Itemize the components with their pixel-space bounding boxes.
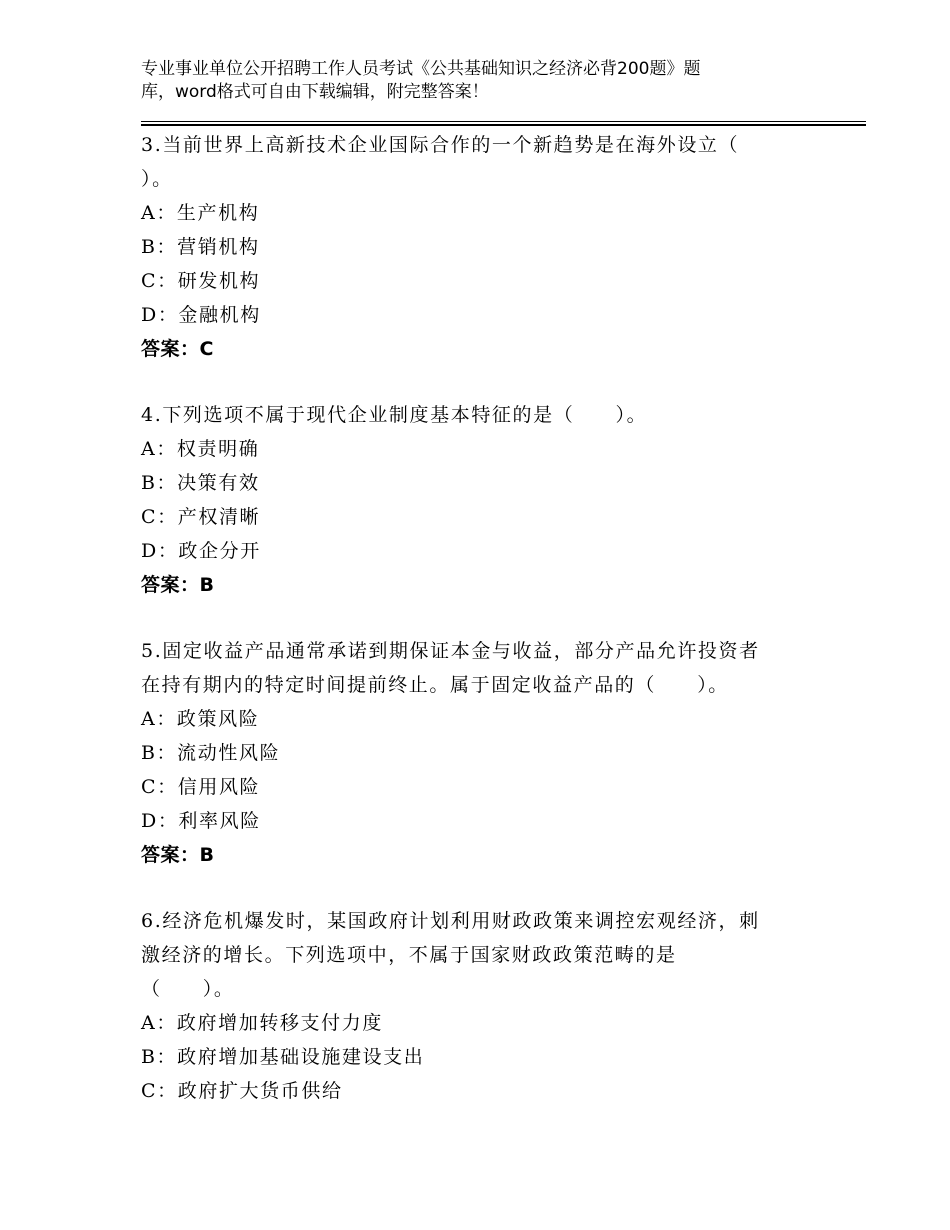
- question-stem-line: 4.下列选项不属于现代企业制度基本特征的是（ ）。: [141, 404, 648, 426]
- question-block: [141, 398, 841, 602]
- answer-option: B：流动性风险: [141, 742, 281, 764]
- question-block: [141, 128, 841, 366]
- header-divider-thin: [141, 121, 866, 122]
- answer-key: 答案：B: [141, 844, 215, 866]
- answer-option: D：金融机构: [141, 304, 261, 326]
- answer-option: B：营销机构: [141, 236, 260, 258]
- header-title-line-1: 专业事业单位公开招聘工作人员考试《公共基础知识之经济必背200题》题: [141, 59, 701, 79]
- question-block: [141, 634, 841, 872]
- question-stem-line: ）。: [141, 168, 173, 190]
- question-stem-line: 5.固定收益产品通常承诺到期保证本金与收益，部分产品允许投资者: [141, 640, 760, 662]
- document-header: [141, 58, 781, 104]
- header-title-line-2: 库，word格式可自由下载编辑，附完整答案！: [141, 82, 489, 102]
- answer-option: A：政策风险: [141, 708, 260, 730]
- answer-key: 答案：C: [141, 338, 214, 360]
- header-divider-thick: [141, 124, 866, 126]
- answer-option: C：信用风险: [141, 776, 261, 798]
- answer-option: C：政府扩大货币供给: [141, 1080, 343, 1102]
- answer-option: C：产权清晰: [141, 506, 261, 528]
- question-stem-line: 3.当前世界上高新技术企业国际合作的一个新趋势是在海外设立（: [141, 134, 740, 156]
- answer-option: D：政企分开: [141, 540, 261, 562]
- answer-option: D：利率风险: [141, 810, 261, 832]
- question-stem-line: 激经济的增长。下列选项中，不属于国家财政政策范畴的是: [141, 944, 677, 966]
- question-list: [141, 128, 841, 1140]
- answer-key: 答案：B: [141, 574, 215, 596]
- answer-option: A：权责明确: [141, 438, 260, 460]
- question-stem-line: 6.经济危机爆发时，某国政府计划利用财政政策来调控宏观经济，刺: [141, 910, 760, 932]
- answer-option: C：研发机构: [141, 270, 261, 292]
- answer-option: B：政府增加基础设施建设支出: [141, 1046, 425, 1068]
- question-block: [141, 904, 841, 1108]
- question-stem-line: 在持有期内的特定时间提前终止。属于固定收益产品的（ ）。: [141, 674, 729, 696]
- answer-option: A：生产机构: [141, 202, 260, 224]
- question-stem-line: （ ）。: [141, 978, 235, 1000]
- answer-option: A：政府增加转移支付力度: [141, 1012, 383, 1034]
- answer-option: B：决策有效: [141, 472, 260, 494]
